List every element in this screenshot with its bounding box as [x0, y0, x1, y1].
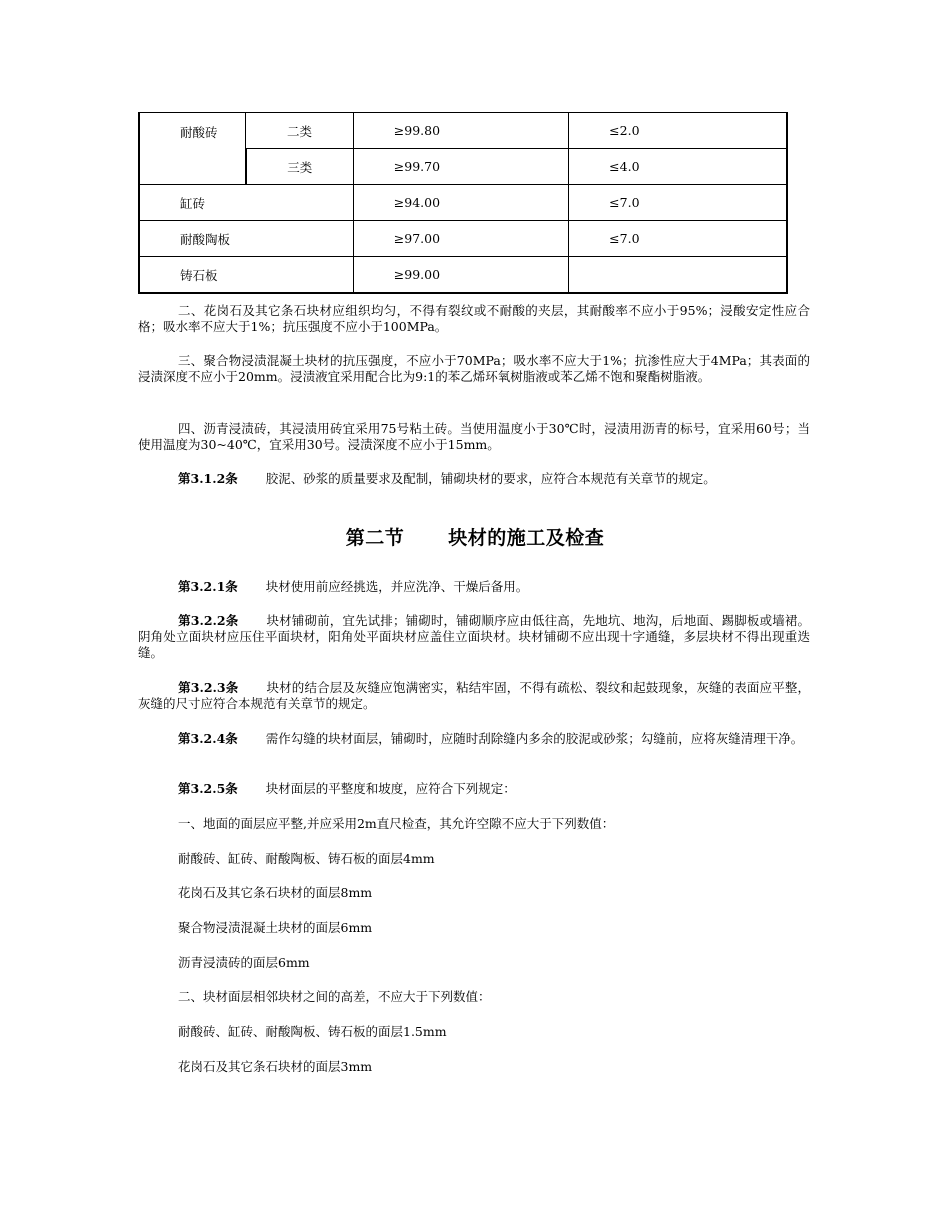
table-row — [139, 185, 787, 221]
section-heading — [0, 523, 950, 550]
section-title: 块材的施工及检查 — [448, 527, 605, 549]
article — [178, 471, 810, 487]
article — [138, 680, 810, 712]
table-row — [139, 113, 787, 149]
list-item: 耐酸砖、缸砖、耐酸陶板、铸石板的面层4mm — [178, 851, 435, 866]
list-item: 耐酸砖、缸砖、耐酸陶板、铸石板的面层1.5mm — [178, 1024, 447, 1039]
article — [138, 731, 810, 747]
article-text: 块材铺砌前，宜先试排；铺砌时，铺砌顺序应由低往高，先地坑、地沟，后地面、踢脚板或墙裙。阴角处立面块材应压住平面块材，阳角处平面块材应盖住立面块材。块材铺砌不应出现十字通缝，多层块材不得出现重迭缝。 — [138, 613, 810, 660]
section-number: 第二节 — [345, 527, 405, 549]
paragraph: 三、聚合物浸渍混凝土块材的抗压强度，不应小于70MPa；吸水率不应大于1%；抗渗性应大于4MPa；其表面的浸渍深度不应小于20mm。浸渍液宜采用配合比为9:1的苯乙烯环氧树脂液或苯乙烯不饱和聚酯树脂液。 — [138, 353, 810, 384]
list-item: 聚合物浸渍混凝土块材的面层6mm — [178, 920, 373, 935]
article-text: 需作勾缝的块材面层，铺砌时，应随时刮除缝内多余的胶泥或砂浆；勾缝前，应将灰缝清理干净。 — [265, 731, 804, 746]
material-name-cell: 耐酸陶板 — [139, 221, 353, 257]
value-cell: ≥99.80 — [353, 113, 568, 149]
article — [178, 579, 810, 595]
list-item: 花岗石及其它条石块材的面层3mm — [178, 1059, 373, 1074]
paragraph: 二、花岗石及其它条石块材应组织均匀，不得有裂纹或不耐酸的夹层，其耐酸率不应小于95%；浸酸安定性应合格；吸水率不应大于1%；抗压强度不应小于100MPa。 — [138, 303, 810, 334]
article-number: 第3.2.3条 — [178, 680, 239, 695]
article-text: 胶泥、砂浆的质量要求及配制，铺砌块材的要求，应符合本规范有关章节的规定。 — [265, 471, 716, 486]
value-cell: ≥97.00 — [353, 221, 568, 257]
value-cell — [569, 257, 787, 294]
material-name-cell: 缸砖 — [139, 185, 353, 221]
list-item: 沥青浸渍砖的面层6mm — [178, 955, 310, 970]
value-cell: ≥94.00 — [353, 185, 568, 221]
article — [138, 613, 810, 661]
article-number: 第3.2.5条 — [178, 781, 238, 796]
paragraph: 四、沥青浸渍砖，其浸渍用砖宜采用75号粘土砖。当使用温度小于30℃时，浸渍用沥青的标号，宜采用60号；当使用温度为30~40℃，宜采用30号。浸渍深度不应小于15mm。 — [138, 421, 810, 452]
value-cell: ≥99.00 — [353, 257, 568, 294]
article-number: 第3.2.2条 — [178, 613, 239, 628]
table-row — [139, 221, 787, 257]
article-number: 第3.1.2条 — [178, 471, 238, 486]
article — [178, 781, 810, 797]
material-name-cell: 铸石板 — [139, 257, 353, 294]
list-item: 二、块材面层相邻块材之间的高差，不应大于下列数值： — [178, 989, 491, 1004]
class-cell: 三类 — [246, 149, 354, 185]
table-row — [139, 257, 787, 294]
article-text: 块材使用前应经挑选，并应洗净、干燥后备用。 — [265, 579, 529, 594]
class-cell: 二类 — [246, 113, 354, 149]
article-text: 块材的结合层及灰缝应饱满密实，粘结牢固，不得有疏松、裂纹和起鼓现象，灰缝的表面应平整，灰缝的尺寸应符合本规范有关章节的规定。 — [138, 680, 810, 711]
value-cell: ≥99.70 — [353, 149, 568, 185]
list-item: 花岗石及其它条石块材的面层8mm — [178, 885, 373, 900]
value-cell: ≤4.0 — [569, 149, 787, 185]
article-number: 第3.2.1条 — [178, 579, 238, 594]
material-name-cell: 耐酸砖 — [139, 113, 246, 185]
article-number: 第3.2.4条 — [178, 731, 238, 746]
article-text: 块材面层的平整度和坡度，应符合下列规定： — [265, 781, 516, 796]
material-spec-table — [138, 112, 788, 294]
value-cell: ≤2.0 — [569, 113, 787, 149]
list-item: 一、地面的面层应平整,并应采用2m直尺检查，其允许空隙不应大于下列数值： — [178, 816, 615, 831]
value-cell: ≤7.0 — [569, 185, 787, 221]
value-cell: ≤7.0 — [569, 221, 787, 257]
